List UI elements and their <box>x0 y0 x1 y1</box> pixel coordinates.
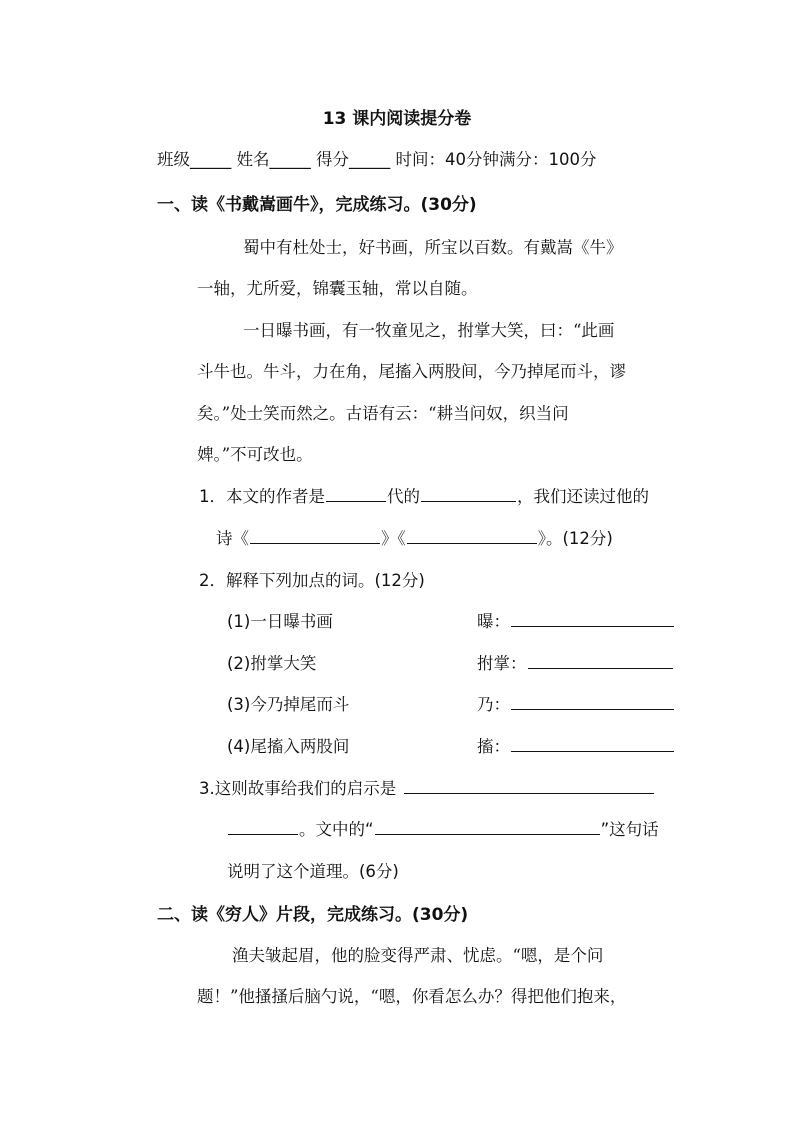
answer-blank-poem1[interactable] <box>250 542 380 544</box>
answer-blank-author[interactable] <box>421 500 516 502</box>
q2-item-phrase: (1)一日曝书画 <box>227 612 333 631</box>
question-3-line1 <box>199 775 655 799</box>
question-3-line2 <box>227 816 659 840</box>
passage-line: 斗牛也。牛斗，力在角，尾搐入两股间，今乃掉尾而斗，谬 <box>197 362 626 381</box>
q3-text: ”这句话 <box>600 820 659 839</box>
q2-item-answer <box>477 650 674 674</box>
question-1-line1 <box>199 483 649 507</box>
passage-line: 渔夫皱起眉，他的脸变得严肃、忧虑。“嗯，是个问 <box>232 946 604 965</box>
section1-heading: 一、读《书戴嵩画牛》，完成练习。(30分) <box>157 195 477 215</box>
q1-text: 1．本文的作者是 <box>199 487 325 506</box>
q1-text: ，我们还读过他的 <box>517 487 649 506</box>
q1-text: 代的 <box>387 487 420 506</box>
section2-heading: 二、读《穷人》片段，完成练习。(30分) <box>157 905 469 925</box>
q3-text: 3.这则故事给我们的启示是 <box>199 779 397 798</box>
answer-blank[interactable] <box>528 667 673 669</box>
passage-line: 婢。”不可改也。 <box>197 445 313 464</box>
q2-word: 乃： <box>477 695 510 714</box>
passage-line: 一日曝书画，有一牧童见之，拊掌大笑，曰：“此画 <box>243 321 615 340</box>
q2-item-phrase: (4)尾搐入两股间 <box>227 737 350 756</box>
passage-line: 一轴，尤所爱，锦囊玉轴，常以自随。 <box>197 279 478 298</box>
answer-blank-lesson[interactable] <box>404 792 654 794</box>
question-3-line3: 说明了这个道理。(6分) <box>227 862 399 881</box>
student-info-line: 班级_____ 姓名_____ 得分_____ 时间：40分钟满分：100分 <box>157 150 597 169</box>
answer-blank-dynasty[interactable] <box>326 500 386 502</box>
page-title: 13 课内阅读提分卷 <box>322 109 472 129</box>
q1-text: 》《 <box>381 529 406 548</box>
passage-line: 矣。”处士笑而然之。古语有云：“耕当问奴，织当问 <box>197 404 569 423</box>
q1-text: 诗《 <box>216 529 249 548</box>
q1-text: 》。(12分) <box>537 529 613 548</box>
answer-blank-quote[interactable] <box>375 833 600 835</box>
answer-blank-lesson-cont[interactable] <box>228 833 298 835</box>
q2-item-phrase: (2)拊掌大笑 <box>227 654 317 673</box>
q2-item-answer <box>477 733 675 757</box>
answer-blank-poem2[interactable] <box>407 542 537 544</box>
question-2-heading: 2．解释下列加点的词。(12分) <box>199 571 425 590</box>
q2-word: 拊掌： <box>477 654 527 673</box>
q2-word: 搐： <box>477 737 510 756</box>
answer-blank[interactable] <box>511 625 674 627</box>
answer-blank[interactable] <box>511 750 674 752</box>
q2-word: 曝： <box>477 612 510 631</box>
passage-line: 蜀中有杜处士，好书画，所宝以百数。有戴嵩《牛》 <box>243 238 623 257</box>
question-1-line2 <box>216 525 613 549</box>
q2-item-answer <box>477 608 675 632</box>
q2-item-answer <box>477 691 675 715</box>
q3-text: 。文中的“ <box>299 820 374 839</box>
passage-line: 题！”他搔搔后脑勺说，“嗯，你看怎么办？得把他们抱来， <box>197 987 627 1006</box>
q2-item-phrase: (3)今乃掉尾而斗 <box>227 695 350 714</box>
answer-blank[interactable] <box>511 708 674 710</box>
